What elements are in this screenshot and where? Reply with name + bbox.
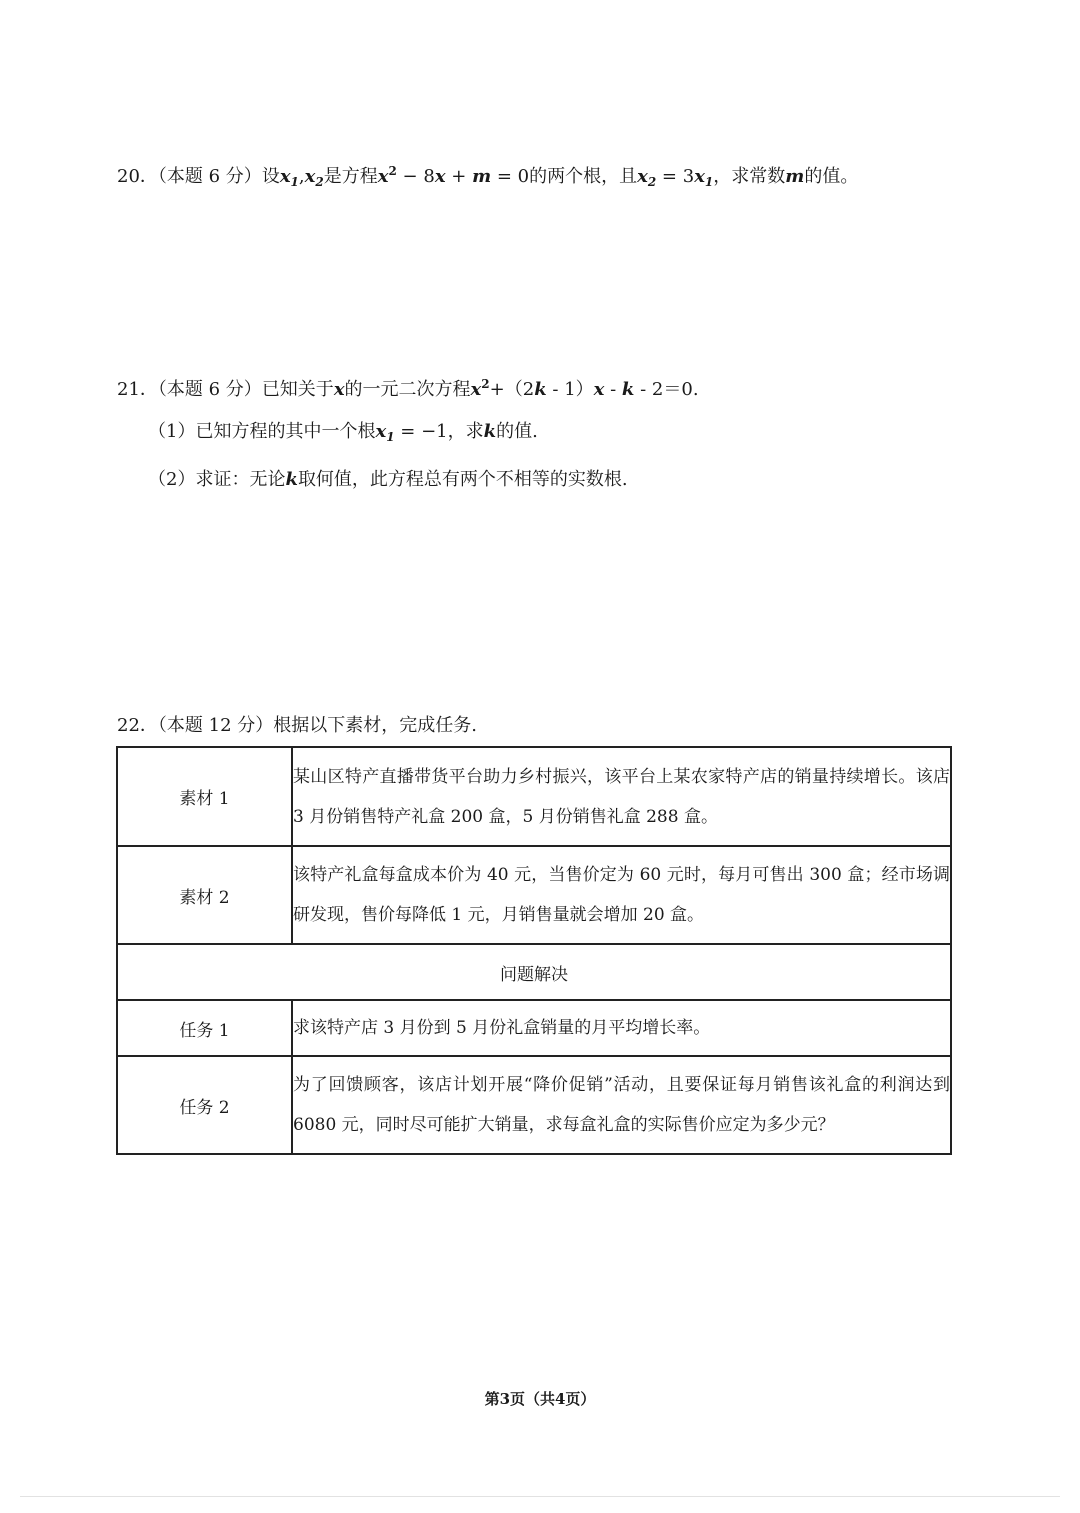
task-2-text: 为了回馈顾客，该店计划开展“降价促销”活动，且要保证每月销售该礼盒的利润达到 6080 元，同时尽可能扩大销量，求每盒礼盒的实际售价应定为多少元？ [292, 1056, 951, 1154]
q20-sub-2: 2 [315, 175, 324, 189]
question-21-part-1 [148, 418, 538, 451]
q20-var-m: m [472, 166, 492, 187]
q20-score: （本题 6 分） [157, 166, 262, 187]
q20-text-i: 的值。 [804, 166, 859, 187]
q20-text-d: + [445, 166, 473, 187]
q21-power: 2 [481, 377, 490, 391]
q21-p2-var-k: k [285, 469, 298, 490]
q21-text-e: - [604, 379, 622, 400]
q21-text-b: 的一元二次方程 [344, 379, 471, 400]
question-22 [117, 712, 477, 740]
table-row [117, 747, 951, 846]
table-row [117, 1056, 951, 1154]
q21-text-f: - 2＝0. [634, 379, 699, 400]
q21-var-x: x [333, 379, 345, 400]
q21-text-d: - 1） [546, 379, 594, 400]
q20-power: 2 [388, 164, 397, 178]
q21-p1-prefix: （1）已知方程的其中一个根 [148, 421, 376, 442]
q22-text: 根据以下素材，完成任务. [273, 715, 477, 736]
q20-text-e: = 0 [491, 166, 530, 187]
q20-var-x-linear: x [434, 166, 446, 187]
q20-sub-1: 1 [290, 175, 299, 189]
section-title: 问题解决 [117, 944, 951, 1000]
task-1-label: 任务 1 [117, 1000, 292, 1056]
material-2-label: 素材 2 [117, 846, 292, 944]
page-number: 第3页（共4页） [484, 1390, 596, 1408]
q21-p1-suffix: 的值. [496, 421, 538, 442]
q21-var-k2: k [621, 379, 635, 400]
q21-var-x-linear: x [593, 379, 605, 400]
q21-p1-var-x: x [375, 421, 387, 442]
question-20 [117, 157, 858, 196]
q20-var-x1-b: x [694, 166, 705, 187]
q20-text-f: 的两个根，且 [529, 166, 638, 187]
table-row [117, 846, 951, 944]
q21-p1-sub: 1 [386, 430, 395, 444]
q21-text-a: 已知关于 [261, 379, 334, 400]
q22-number: 22． [117, 715, 158, 736]
q20-comma: , [298, 166, 305, 187]
q21-text-c: +（2 [489, 379, 535, 400]
q20-sub-2-b: 2 [647, 175, 657, 189]
question-21-part-2 [148, 466, 628, 494]
q20-sub-1-b: 1 [704, 175, 714, 189]
q20-text-h: ，求常数 [713, 166, 786, 187]
materials-table [116, 746, 952, 1155]
q20-var-x-squared: x [377, 166, 389, 187]
q20-text-g: = 3 [656, 166, 695, 187]
task-2-label: 任务 2 [117, 1056, 292, 1154]
q21-p2-suffix: 取何值，此方程总有两个不相等的实数根. [297, 469, 628, 490]
q20-var-x2: x [304, 166, 316, 187]
q20-var-x2-b: x [637, 166, 648, 187]
q22-score: （本题 12 分） [157, 715, 274, 736]
q20-text-b: 是方程 [323, 166, 378, 187]
q21-p1-eq: = −1，求 [394, 421, 484, 442]
q21-var-x-squared: x [470, 379, 482, 400]
material-2-text: 该特产礼盒每盒成本价为 40 元，当售价定为 60 元时，每月可售出 300 盒；经市场调研发现，售价每降低 1 元，月销售量就会增加 20 盒。 [292, 846, 951, 944]
table-row [117, 944, 951, 1000]
q20-text-c: − 8 [396, 166, 435, 187]
question-21 [117, 370, 699, 404]
q21-score: （本题 6 分） [157, 379, 262, 400]
bottom-divider [20, 1496, 1060, 1497]
q20-var-x1: x [279, 166, 291, 187]
material-1-label: 素材 1 [117, 747, 292, 846]
q21-p1-var-k: k [483, 421, 497, 442]
q20-number: 20． [117, 166, 158, 187]
material-1-text: 某山区特产直播带货平台助力乡村振兴，该平台上某农家特产店的销量持续增长。该店 3 月份销售特产礼盒 200 盒，5 月份销售礼盒 288 盒。 [292, 747, 951, 846]
table-row [117, 1000, 951, 1056]
task-1-text: 求该特产店 3 月份到 5 月份礼盒销量的月平均增长率。 [292, 1000, 951, 1056]
q21-number: 21． [117, 379, 158, 400]
q21-var-k1: k [534, 379, 547, 400]
q20-text-a: 设 [261, 166, 280, 187]
q21-p2-prefix: （2）求证：无论 [148, 469, 286, 490]
q20-var-m-b: m [785, 166, 805, 187]
